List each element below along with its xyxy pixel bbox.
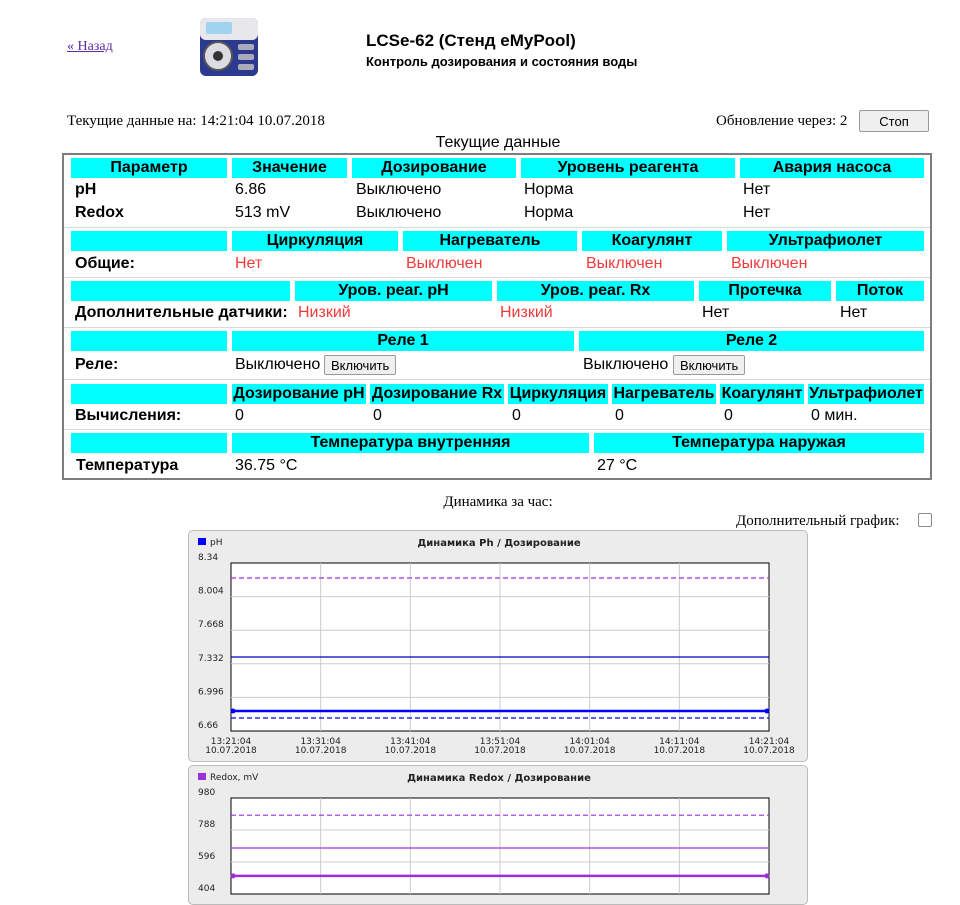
header-dosing: Дозирование — [352, 158, 516, 178]
header-pump-alarm: Авария насоса — [740, 158, 924, 178]
row-ph-value: 6.86 — [235, 181, 267, 198]
row-redox-dosing: Выключено — [356, 204, 442, 221]
ph-ytick: 7.668 — [198, 620, 224, 631]
ph-xtick-date: 10.07.2018 — [563, 746, 616, 756]
header-flow: Поток — [836, 281, 924, 301]
stop-button[interactable]: Стоп — [859, 110, 929, 132]
row-divider — [64, 227, 930, 228]
header-circulation: Циркуляция — [232, 231, 398, 251]
device-image — [196, 12, 262, 80]
row-divider — [64, 429, 930, 430]
ph-legend-label: pH — [210, 538, 223, 548]
general-label: Общие: — [75, 255, 135, 272]
row-ph-dosing: Выключено — [356, 181, 442, 198]
calc-heater-value: 0 — [615, 407, 624, 424]
header-value: Значение — [232, 158, 347, 178]
dosing-pump-icon — [196, 12, 262, 80]
ph-xtick-date: 10.07.2018 — [743, 746, 795, 756]
row-redox-level: Норма — [524, 204, 574, 221]
relay-2-state: Выключено — [583, 356, 669, 373]
ph-ytick: 6.996 — [198, 687, 224, 698]
header-blank-general — [71, 231, 227, 251]
ph-xtick-time: 14:01:04 — [569, 737, 610, 747]
ph-legend-swatch — [198, 538, 206, 545]
ph-ytick: 6.66 — [198, 721, 219, 731]
row-redox-alarm: Нет — [743, 204, 771, 221]
header-heater: Нагреватель — [403, 231, 577, 251]
ph-xtick-date: 10.07.2018 — [653, 746, 706, 756]
header-reagent-level: Уровень реагента — [521, 158, 735, 178]
header-blank-calc — [71, 384, 227, 404]
header-uv: Ультрафиолет — [727, 231, 924, 251]
header-temp-external: Температура наружая — [594, 433, 924, 453]
temp-external-value: 27 °C — [597, 457, 638, 474]
dynamics-label: Динамика за час: — [443, 494, 553, 510]
header-relay-1: Реле 1 — [232, 331, 574, 351]
chart-redox-panel — [188, 765, 808, 905]
ph-xtick-date: 10.07.2018 — [205, 746, 257, 756]
redox-ytick: 404 — [198, 884, 216, 894]
redox-legend-label: Redox, mV — [210, 773, 259, 783]
ph-xtick-time: 13:31:04 — [300, 737, 341, 747]
header-reagent-ph: Уров. реаг. pH — [295, 281, 492, 301]
row-ph-level: Норма — [524, 181, 574, 198]
sensor-flow-value: Нет — [840, 304, 868, 321]
general-uv-value: Выключен — [731, 255, 808, 272]
relay-2-enable-button[interactable]: Включить — [673, 355, 745, 375]
redox-ytick: 788 — [198, 820, 216, 830]
ph-xtick-date: 10.07.2018 — [384, 746, 437, 756]
header-coagulant: Коагулянт — [582, 231, 722, 251]
page-subtitle: Контроль дозирования и состояния воды — [366, 54, 638, 69]
ph-xtick-time: 14:11:04 — [659, 737, 700, 747]
ph-xtick-time: 13:41:04 — [390, 737, 431, 747]
sensor-reagent-ph-value: Низкий — [298, 304, 351, 321]
redox-ytick: 596 — [198, 852, 216, 862]
ph-data-point — [231, 709, 236, 714]
table-caption: Текущие данные — [435, 134, 561, 151]
relay-1-enable-button[interactable]: Включить — [324, 355, 396, 375]
redox-data-point — [765, 873, 770, 878]
sensor-leak-value: Нет — [702, 304, 730, 321]
ph-xtick-time: 13:21:04 — [210, 737, 252, 747]
row-divider — [64, 277, 930, 278]
header-relay-2: Реле 2 — [579, 331, 924, 351]
header-calc-dosing-ph: Дозирование pH — [233, 385, 365, 402]
back-link[interactable]: « Назад — [67, 39, 113, 54]
calc-label: Вычисления: — [75, 407, 182, 424]
ph-xtick-time: 14:21:04 — [748, 737, 790, 747]
redox-ytick: 980 — [198, 788, 216, 798]
calc-dosing-ph-value: 0 — [235, 407, 244, 424]
row-redox-value: 513 mV — [235, 204, 291, 221]
relay-1-state: Выключено — [235, 356, 321, 373]
ph-xtick-date: 10.07.2018 — [474, 746, 526, 756]
general-heater-value: Выключен — [406, 255, 483, 272]
header-leak: Протечка — [699, 281, 831, 301]
temp-internal-value: 36.75 °C — [235, 457, 298, 474]
ph-xtick-time: 13:51:04 — [479, 737, 521, 747]
calc-circulation-value: 0 — [512, 407, 521, 424]
header-blank-relays — [71, 331, 227, 351]
chart-ph-panel — [188, 530, 808, 762]
general-coagulant-value: Выключен — [586, 255, 663, 272]
extra-graph-checkbox[interactable] — [918, 513, 932, 527]
ph-ytick: 7.332 — [198, 653, 224, 664]
header-blank-temp — [71, 433, 227, 453]
refresh-countdown: Обновление через: 2 — [716, 113, 848, 129]
sensors-label: Дополнительные датчики: — [75, 304, 288, 321]
row-redox-name: Redox — [75, 204, 124, 221]
redox-title: Динамика Redox / Дозирование — [407, 773, 591, 784]
header-calc-coagulant: Коагулянт — [721, 385, 803, 402]
redox-data-point — [231, 873, 236, 878]
chart-ph-svg — [189, 531, 808, 762]
ph-xtick-date: 10.07.2018 — [294, 746, 347, 756]
header-calc-heater: Нагреватель — [613, 385, 715, 402]
ph-ytick: 8.004 — [198, 586, 224, 597]
header-calc-dosing-rx: Дозирование Rx — [371, 385, 503, 402]
page-title: LCSe-62 (Стенд eMyPool) — [366, 31, 576, 50]
header-calc-uv: Ультрафиолет — [809, 385, 923, 402]
row-divider — [64, 327, 930, 328]
current-time-label: Текущие данные на: 14:21:04 10.07.2018 — [67, 113, 325, 129]
extra-graph-label: Дополнительный график: — [736, 513, 900, 529]
sensor-reagent-rx-value: Низкий — [500, 304, 553, 321]
general-circulation-value: Нет — [235, 255, 263, 272]
relays-label: Реле: — [75, 356, 119, 373]
row-ph-alarm: Нет — [743, 181, 771, 198]
row-ph-name: pH — [75, 181, 97, 198]
ph-data-point — [765, 709, 770, 714]
header-calc-circulation: Циркуляция — [509, 385, 607, 402]
chart-redox-svg — [189, 766, 808, 905]
redox-legend-swatch — [198, 773, 206, 780]
header-reagent-rx: Уров. реаг. Rx — [497, 281, 694, 301]
header-blank-sensors — [71, 281, 290, 301]
header-parameter: Параметр — [71, 158, 227, 178]
calc-coagulant-value: 0 — [724, 407, 733, 424]
calc-dosing-rx-value: 0 — [373, 407, 382, 424]
ph-title: Динамика Ph / Дозирование — [417, 538, 581, 549]
header-temp-internal: Температура внутренняя — [232, 433, 589, 453]
calc-uv-value: 0 мин. — [811, 407, 858, 424]
ph-ytick: 8.34 — [198, 553, 219, 563]
row-divider — [64, 379, 930, 380]
temperature-label: Температура — [76, 457, 179, 474]
